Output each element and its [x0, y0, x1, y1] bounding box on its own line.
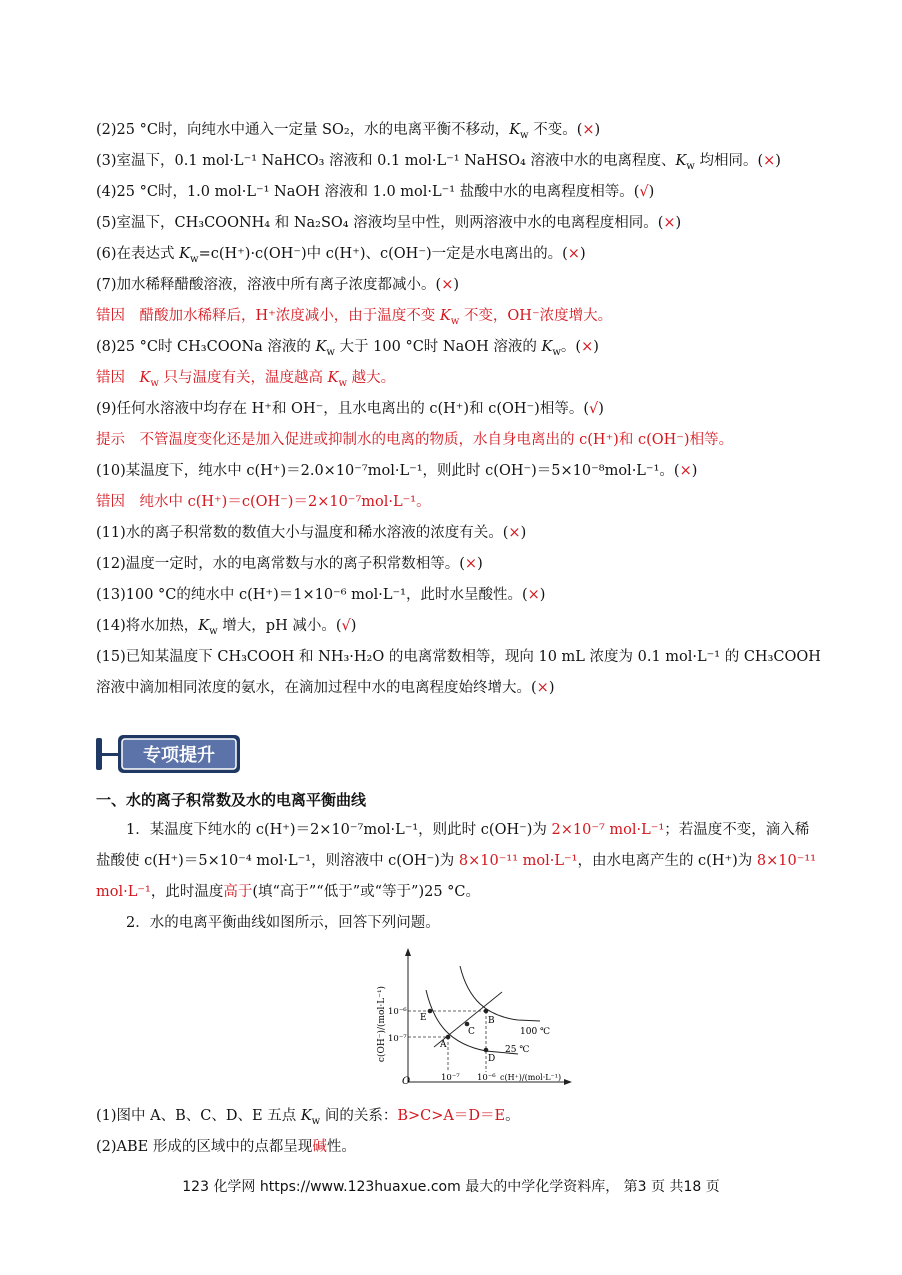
answer-text: B>C>A＝D＝E: [397, 1108, 506, 1124]
answer-text: 2×10⁻⁷ mol·L⁻¹: [551, 822, 665, 838]
question-line: [96, 1137, 824, 1157]
judgment-line: [96, 647, 836, 667]
judgment-line: [96, 585, 836, 605]
answer-text: √: [588, 401, 599, 417]
judgment-line: [96, 275, 836, 295]
x-tick-low: 10⁻⁷: [441, 1073, 460, 1083]
body-text: ): [453, 277, 460, 293]
answer-text: 高于: [223, 884, 253, 900]
question-line: [96, 882, 824, 902]
judgment-line: [96, 368, 836, 388]
curve-100-label: 100 ℃: [520, 1027, 551, 1037]
judgment-line: [96, 151, 836, 171]
y-tick-low: 10⁻⁷: [388, 1034, 407, 1044]
body-text: 溶液中滴加相同浓度的氨水，在滴加过程中水的电离程度始终增大。(: [96, 680, 537, 696]
body-text: (2)25 °C时，向纯水中通入一定量 SO₂，水的电离平衡不移动，$K_w$ 不变。(: [96, 122, 583, 141]
body-text: (11)水的离子积常数的数值大小与温度和稀水溶液的浓度有关。(: [96, 525, 509, 541]
question-line: [96, 820, 854, 840]
body-text: (5)室温下，CH₃COONH₄ 和 Na₂SO₄ 溶液均呈中性，则两溶液中水的电离程度相同。(: [96, 215, 664, 231]
answer-text: ×: [679, 463, 692, 479]
answer-text: ×: [582, 122, 595, 138]
body-text: 1．某温度下纯水的 c(H⁺)＝2×10⁻⁷mol·L⁻¹，则此时 c(OH⁻)为: [126, 822, 552, 838]
x-tick-high: 10⁻⁶: [477, 1073, 496, 1083]
body-text: (4)25 °C时，1.0 mol·L⁻¹ NaOH 溶液和 1.0 mol·L⁻¹ 盐酸中水的电离程度相等。(: [96, 184, 640, 200]
body-text: ): [648, 184, 655, 200]
answer-text: ×: [464, 556, 478, 572]
body-text: (填“高于”“低于”或“等于”)25 °C。: [252, 884, 481, 900]
body-text: ): [350, 618, 357, 634]
y-axis-label: c(OH⁻)/(mol·L⁻¹): [377, 985, 387, 1063]
body-text: (12)温度一定时，水的电离常数与水的离子积常数相等。(: [96, 556, 465, 572]
judgment-line: [96, 337, 836, 357]
point-e: E: [420, 1013, 427, 1023]
section-banner: [96, 734, 242, 774]
body-text: ): [477, 556, 483, 572]
answer-text: √: [341, 618, 351, 634]
y-tick-high: 10⁻⁶: [388, 1007, 407, 1017]
banner-label: 专项提升: [143, 745, 215, 766]
answer-text: mol·L⁻¹: [96, 884, 151, 900]
judgment-line: [96, 430, 836, 450]
judgment-line: [96, 523, 836, 543]
judgment-line: [96, 461, 836, 481]
body-text: ): [691, 463, 698, 479]
answer-text: ×: [763, 153, 776, 169]
answer-text: ×: [567, 246, 580, 262]
body-text: (9)任何水溶液中均存在 H⁺和 OH⁻，且水电离出的 c(H⁺)和 c(OH⁻)相等。(: [96, 401, 589, 417]
body-text: (3)室温下，0.1 mol·L⁻¹ NaHCO₃ 溶液和 0.1 mol·L⁻¹ NaHSO₄ 溶液中水的电离程度、$K_w$ 均相同。(: [96, 153, 764, 172]
judgment-line: [96, 616, 836, 636]
body-text: (2)ABE 形成的区域中的点都呈现: [96, 1139, 313, 1155]
body-text: ): [598, 401, 604, 417]
answer-text: 8×10⁻¹¹ mol·L⁻¹: [458, 853, 578, 869]
judgment-line: [96, 120, 836, 140]
body-text: ): [675, 215, 682, 231]
point-c: C: [468, 1027, 475, 1037]
answer-text: ×: [581, 339, 594, 355]
judgment-line: [96, 492, 836, 512]
answer-text: 碱: [312, 1139, 327, 1155]
body-text: ): [775, 153, 781, 169]
body-text: 盐酸使 c(H⁺)＝5×10⁻⁴ mol·L⁻¹，则溶液中 c(OH⁻)为: [96, 853, 459, 869]
answer-text: 错因 $K_w$ 只与温度有关，温度越高 $K_w$ 越大。: [96, 370, 396, 389]
body-text: ，由水电离产生的 c(H⁺)为: [577, 853, 757, 869]
answer-text: ×: [536, 680, 549, 696]
answer-text: 错因 纯水中 c(H⁺)＝c(OH⁻)＝2×10⁻⁷mol·L⁻¹。: [96, 494, 431, 510]
answer-text: ×: [663, 215, 676, 231]
curve-25-label: 25 ℃: [505, 1045, 530, 1055]
answer-text: √: [639, 184, 649, 200]
judgment-line: [96, 399, 836, 419]
body-text: (14)将水加热，$K_w$ 增大，pH 减小。(: [96, 618, 342, 637]
body-text: ；若温度不变，滴入稀: [664, 822, 810, 838]
point-a: A: [440, 1040, 447, 1050]
judgment-line: [96, 182, 836, 202]
question-line: [96, 851, 824, 871]
point-d: D: [488, 1054, 496, 1064]
point-b: B: [488, 1016, 495, 1026]
question-line: [96, 913, 854, 933]
section-title: 一、水的离子积常数及水的电离平衡曲线: [96, 791, 367, 809]
answer-text: ×: [441, 277, 454, 293]
body-text: 2．水的电离平衡曲线如图所示，回答下列问题。: [126, 915, 440, 931]
answer-text: 8×10⁻¹¹: [756, 853, 817, 869]
judgment-line: [96, 306, 836, 326]
judgment-line: [96, 678, 836, 698]
body-text: 。: [505, 1108, 520, 1124]
body-text: (15)已知某温度下 CH₃COOH 和 NH₃·H₂O 的电离常数相等，现向 10 mL 浓度为 0.1 mol·L⁻¹ 的 CH₃COOH: [96, 649, 821, 665]
answer-text: 错因 醋酸加水稀释后，H⁺浓度减小，由于温度不变 $K_w$ 不变，OH⁻浓度增大。: [96, 308, 613, 327]
answer-text: 提示 不管温度变化还是加入促进或抑制水的电离的物质，水自身电离出的 c(H⁺)和 c(OH⁻)相等。: [96, 432, 734, 448]
answer-text: ×: [508, 525, 521, 541]
body-text: 性。: [326, 1139, 356, 1155]
origin-label: O: [402, 1076, 411, 1087]
x-axis-label: c(H⁺)/(mol·L⁻¹): [500, 1073, 562, 1082]
judgment-line: [96, 213, 836, 233]
body-text: ): [593, 339, 599, 355]
judgment-line: [96, 244, 836, 264]
body-text: ): [548, 680, 555, 696]
body-text: ): [539, 587, 546, 603]
question-line: [96, 1106, 824, 1126]
body-text: (6)在表达式 $K_w=c(H^+)\cdot c(OH^-)$中 c(H⁺)、c(OH⁻)一定是水电离出的。(: [96, 246, 568, 265]
page-footer: 123 化学网 https://www.123huaxue.com 最大的中学化学资料库， 第3 页 共18 页: [182, 1179, 720, 1195]
body-text: (7)加水稀释醋酸溶液，溶液中所有离子浓度都减小。(: [96, 277, 442, 293]
answer-text: ×: [527, 587, 540, 603]
judgment-line: [96, 554, 836, 574]
body-text: (1)图中 A、B、C、D、E 五点 $K_w$ 间的关系：: [96, 1108, 398, 1127]
body-text: ): [594, 122, 601, 138]
body-text: (8)25 °C时 CH₃COONa 溶液的 $K_w$ 大于 100 °C时 NaOH 溶液的 $K_w$。(: [96, 339, 582, 358]
body-text: (10)某温度下，纯水中 c(H⁺)＝2.0×10⁻⁷mol·L⁻¹，则此时 c(OH⁻)＝5×10⁻⁸mol·L⁻¹。(: [96, 463, 680, 479]
body-text: (13)100 °C的纯水中 c(H⁺)＝1×10⁻⁶ mol·L⁻¹，此时水呈酸性。(: [96, 587, 528, 603]
ionization-curve-figure: [368, 944, 578, 1094]
body-text: ): [579, 246, 586, 262]
body-text: ，此时温度: [150, 884, 224, 900]
body-text: ): [520, 525, 527, 541]
